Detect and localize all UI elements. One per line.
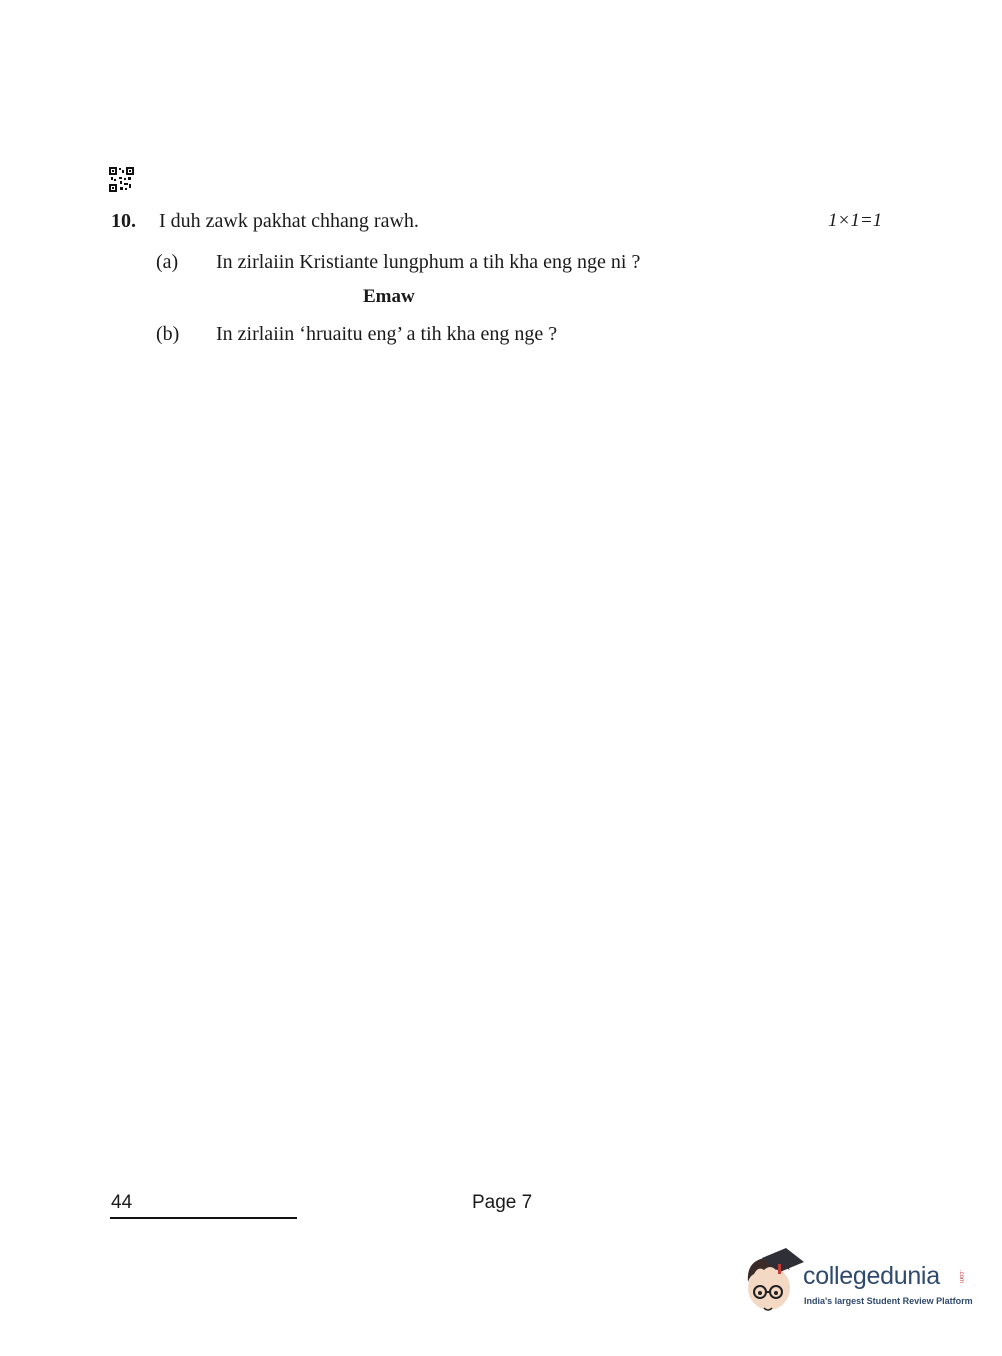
brand-domain: .com — [958, 1270, 964, 1284]
part-a-text: In zirlaiin Kristiante lungphum a tih kha eng nge ni ? — [216, 251, 641, 273]
paper-code: 44 — [111, 1192, 133, 1213]
part-a-label: (a) — [156, 251, 179, 273]
footer-divider — [110, 1217, 297, 1219]
part-b-label: (b) — [156, 323, 180, 345]
page-number: Page 7 — [472, 1192, 533, 1213]
or-separator: Emaw — [363, 286, 415, 307]
question-marks: 1×1=1 — [828, 210, 883, 231]
brand-tagline: India's largest Student Review Platform — [804, 1296, 973, 1306]
brand-name: collegedunia — [803, 1262, 940, 1290]
qr-code-icon — [109, 167, 134, 192]
part-b-text: In zirlaiin ‘hruaitu eng’ a tih kha eng nge ? — [216, 323, 558, 345]
question-instruction: I duh zawk pakhat chhang rawh. — [159, 210, 419, 232]
question-number: 10. — [111, 210, 136, 232]
